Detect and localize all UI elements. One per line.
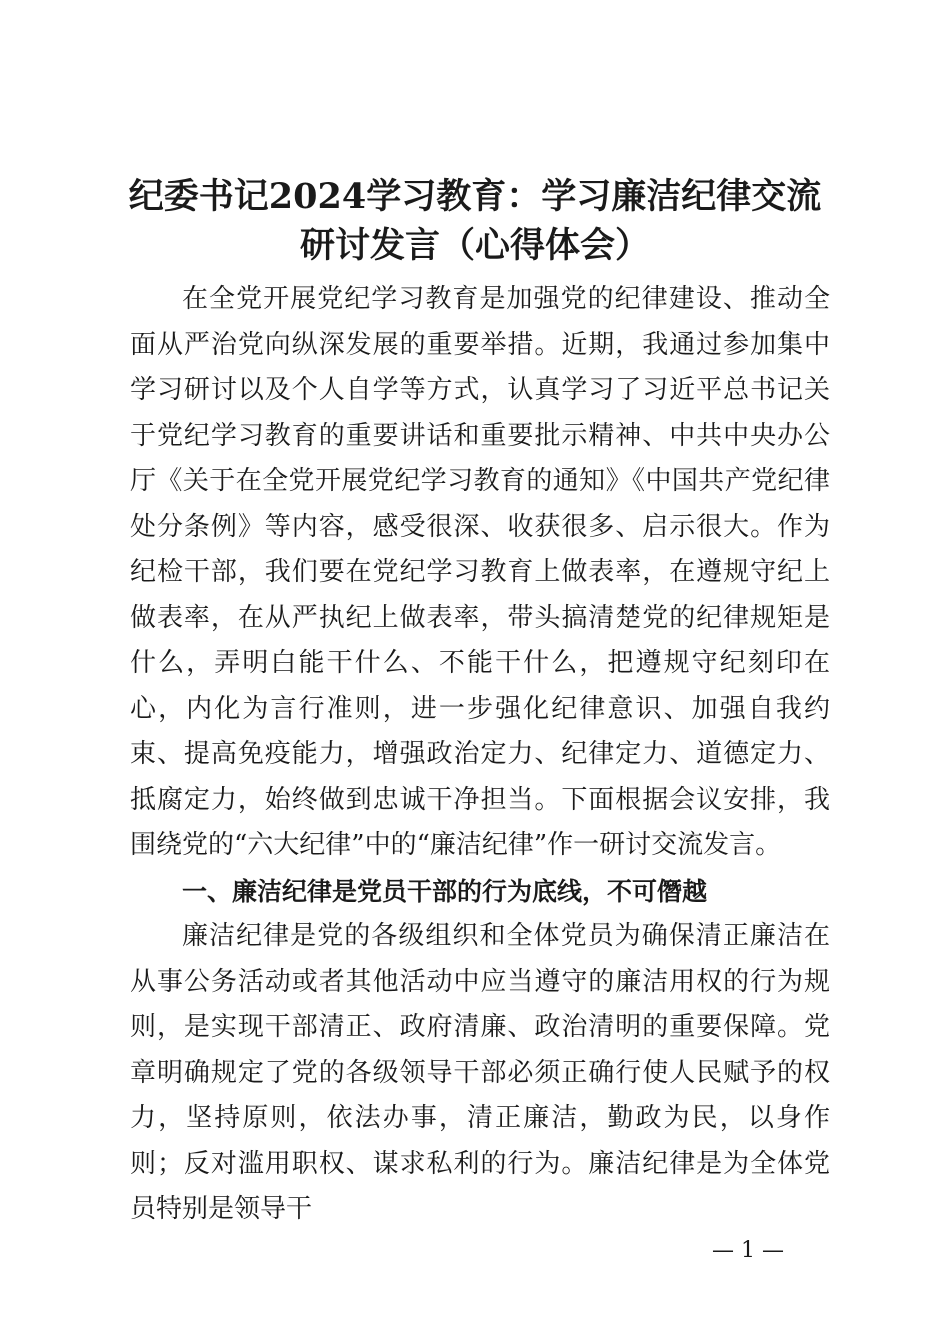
section-heading-1: 一、廉洁纪律是党员干部的行为底线，不可僭越 bbox=[182, 876, 708, 906]
page-number: — 1 — bbox=[712, 1238, 784, 1263]
document-title-line-2: 研讨发言（心得体会） bbox=[299, 225, 650, 266]
document-title-line-1: 纪委书记2024学习教育：学习廉洁纪律交流 bbox=[128, 176, 822, 217]
document-body bbox=[130, 277, 830, 1233]
body-paragraph-intro: 在全党开展党纪学习教育是加强党的纪律建设、推动全面从严治党向纵深发展的重要举措。近期，我通过参加集中学习研讨以及个人自学等方式，认真学习了习近平总书记关于党纪学习教育的重要讲话和重要批示精神、中共中央办公厅《关于在全党开展党纪学习教育的通知》《中国共产党纪律处分条例》等内容，感受很深、收获很多、启示很大。作为纪检干部，我们要在党纪学习教育上做表率，在遵规守纪上做表率，在从严执纪上做表率，带头搞清楚党的纪律规矩是什么，弄明白能干什么、不能干什么，把遵规守纪刻印在心，内化为言行准则，进一步强化纪律意识、加强自我约束、提高免疫能力，增强政治定力、纪律定力、道德定力、抵腐定力，始终做到忠诚干净担当。下面根据会议安排，我围绕党的“六大纪律”中的“廉洁纪律”作一研讨交流发言。 bbox=[130, 284, 830, 860]
body-paragraph-section-1: 廉洁纪律是党的各级组织和全体党员为确保清正廉洁在从事公务活动或者其他活动中应当遵守的廉洁用权的行为规则，是实现干部清正、政府清廉、政治清明的重要保障。党章明确规定了党的各级领导干部必须正确行使人民赋予的权力，坚持原则，依法办事，清正廉洁，勤政为民，以身作则；反对滥用职权、谋求私利的行为。廉洁纪律是为全体党员特别是领导干 bbox=[130, 921, 830, 1224]
